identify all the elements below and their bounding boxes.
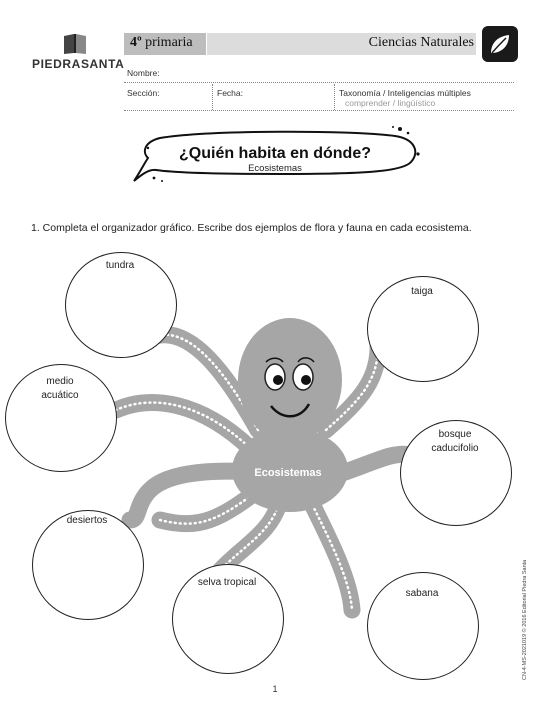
center-label: Ecosistemas [254, 467, 322, 479]
desiertos-label: desiertos [66, 515, 108, 526]
medio-acuatico-label-line2: acuático [41, 390, 79, 401]
medio-acuatico-label-line1: medio [46, 376, 74, 387]
date-label: Fecha: [217, 88, 243, 98]
bosque-caducifolio-label-line2: caducifolio [431, 443, 479, 454]
desiertos-circle[interactable] [32, 510, 144, 620]
subject-title: Ciencias Naturales [368, 35, 474, 50]
sabana-label: sabana [405, 588, 439, 599]
tundra-label: tundra [105, 260, 135, 271]
copyright-text: CN-4-MS-2021019 © 2016 Editorial Piedra Santa [522, 559, 528, 680]
selva-tropical-label: selva tropical [197, 577, 257, 588]
octopus-arm [116, 403, 252, 450]
bosque-caducifolio-label-line1: bosque [438, 429, 472, 440]
taxonomy-value: comprender / lingüístico [345, 98, 436, 108]
instruction-text: 1. Completa el organizador gráfico. Escribe dos ejemplos de flora y fauna en cada ecosistema. [31, 222, 472, 234]
taiga-label: taiga [411, 286, 433, 297]
page-number: 1 [272, 684, 278, 694]
activity-title: ¿Quién habita en dónde? [179, 145, 371, 162]
name-label: Nombre: [127, 68, 160, 78]
octopus-arm [310, 500, 352, 610]
octopus-head [238, 318, 342, 442]
grade-label: 4º primaria [130, 35, 193, 50]
publisher-logo-text: PIEDRASANTA [32, 57, 125, 71]
section-label: Sección: [127, 88, 160, 98]
taxonomy-label: Taxonomía / Inteligencias múltiples [339, 88, 471, 98]
activity-subtitle: Ecosistemas [248, 163, 302, 174]
